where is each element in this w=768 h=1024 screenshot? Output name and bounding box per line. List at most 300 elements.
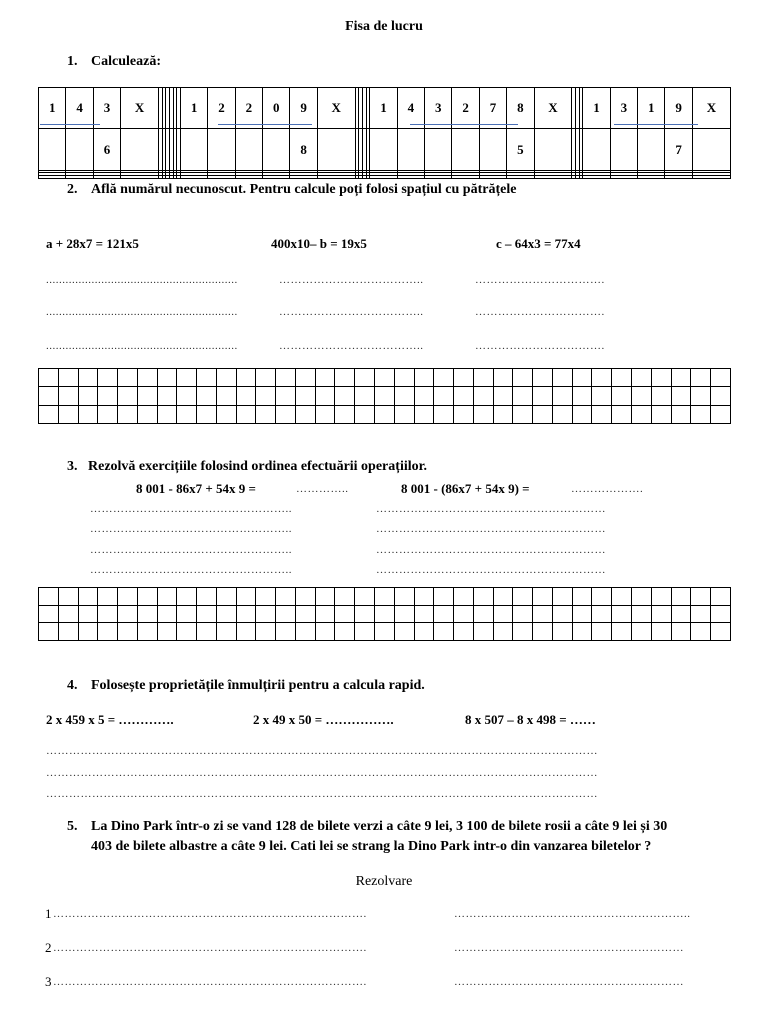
grid-cell xyxy=(651,387,671,405)
grid-cell xyxy=(691,588,711,606)
ex3-expression-2: 8 001 - (86x7 + 54x 9) = xyxy=(401,481,530,496)
grid-row xyxy=(39,623,731,641)
grid-cell xyxy=(276,605,296,623)
grid-cell xyxy=(665,176,692,179)
grid-cell xyxy=(513,605,533,623)
grid-cell xyxy=(610,176,637,179)
grid-cell xyxy=(572,623,592,641)
grid-cell xyxy=(425,176,452,179)
grid-cell xyxy=(177,369,197,387)
grid-cell xyxy=(671,369,691,387)
grid-cell: 5 xyxy=(507,129,534,170)
ex2-equation-c: c – 64x3 = 77x4 xyxy=(496,236,581,251)
grid-cell xyxy=(295,405,315,423)
grid-cell xyxy=(414,588,434,606)
grid-row xyxy=(39,129,731,170)
grid-cell xyxy=(375,605,395,623)
grid-cell xyxy=(397,176,424,179)
grid-cell: 1 xyxy=(583,88,610,129)
grid-cell xyxy=(216,623,236,641)
grid-cell xyxy=(118,405,138,423)
grid-cell xyxy=(295,605,315,623)
grid-cell xyxy=(335,605,355,623)
grid-cell xyxy=(394,387,414,405)
grid-cell xyxy=(513,387,533,405)
grid-cell xyxy=(375,623,395,641)
grid-cell xyxy=(118,605,138,623)
grid-cell xyxy=(256,369,276,387)
grid-cell xyxy=(157,605,177,623)
grid-cell xyxy=(39,405,59,423)
grid-cell xyxy=(236,405,256,423)
grid-cell xyxy=(370,129,397,170)
grid-cell xyxy=(197,623,217,641)
grid-cell xyxy=(533,405,553,423)
grid-cell: X xyxy=(121,88,159,129)
ex3-label: Rezolvă exercițiile folosind ordinea efectuării operațiilor. xyxy=(88,459,428,474)
grid-cell xyxy=(671,623,691,641)
grid-cell xyxy=(216,369,236,387)
grid-cell xyxy=(691,623,711,641)
grid-cell xyxy=(452,176,479,179)
grid-cell xyxy=(98,405,118,423)
grid-cell xyxy=(513,623,533,641)
grid-row xyxy=(39,387,731,405)
grid-cell xyxy=(612,588,632,606)
carry-underline-4 xyxy=(614,124,698,125)
grid-cell xyxy=(137,387,157,405)
grid-cell xyxy=(612,605,632,623)
ex3-square-grid xyxy=(38,587,731,641)
grid-cell xyxy=(394,405,414,423)
grid-cell xyxy=(39,129,66,170)
grid-cell xyxy=(355,387,375,405)
rezolvare-line-left: ………………………………………………………………………. xyxy=(53,976,367,988)
grid-cell xyxy=(78,405,98,423)
grid-cell xyxy=(98,588,118,606)
grid-cell xyxy=(414,623,434,641)
ex3-answer-line: …………………………………………….. xyxy=(90,523,292,535)
grid-cell xyxy=(414,405,434,423)
grid-cell xyxy=(651,623,671,641)
grid-cell xyxy=(631,588,651,606)
grid-cell xyxy=(473,405,493,423)
rezolvare-line-left: ………………………………………………………………………. xyxy=(53,908,367,920)
grid-cell: 6 xyxy=(93,129,120,170)
grid-row xyxy=(39,88,731,129)
grid-cell xyxy=(691,387,711,405)
grid-cell xyxy=(216,405,236,423)
ex2-answer-line: ……………………………….. xyxy=(279,340,424,352)
grid-cell xyxy=(572,588,592,606)
grid-cell xyxy=(177,623,197,641)
grid-cell xyxy=(263,129,290,170)
ex3-answer-line: …………………………………………………… xyxy=(376,544,606,556)
grid-cell xyxy=(58,369,78,387)
ex3-answer-line: …………………………………………………… xyxy=(376,503,606,515)
grid-cell xyxy=(180,129,207,170)
grid-cell xyxy=(256,623,276,641)
grid-cell xyxy=(355,605,375,623)
grid-cell xyxy=(177,588,197,606)
rezolvare-line-right: …………………………………………………… xyxy=(454,942,684,954)
grid-cell xyxy=(335,405,355,423)
ex1-label: Calculează: xyxy=(91,54,161,69)
grid-cell xyxy=(493,605,513,623)
ex2-answer-line: ……………………………. xyxy=(475,306,605,318)
grid-cell xyxy=(434,605,454,623)
grid-cell xyxy=(295,369,315,387)
grid-cell xyxy=(335,369,355,387)
grid-cell xyxy=(452,129,479,170)
ex3-answer-line: …………………………………………………… xyxy=(376,564,606,576)
grid-cell xyxy=(631,605,651,623)
grid-cell xyxy=(692,176,730,179)
ex3-answer-line: …………………………………………………… xyxy=(376,523,606,535)
grid-cell xyxy=(39,605,59,623)
grid-cell xyxy=(315,605,335,623)
grid-cell xyxy=(552,588,572,606)
grid-cell xyxy=(197,605,217,623)
grid-cell xyxy=(78,387,98,405)
grid-cell xyxy=(58,387,78,405)
grid-cell xyxy=(355,623,375,641)
grid-cell xyxy=(473,588,493,606)
rezolvare-row-number: 1 xyxy=(45,906,52,921)
grid-cell xyxy=(394,369,414,387)
grid-cell: 3 xyxy=(610,88,637,129)
grid-cell xyxy=(651,588,671,606)
grid-cell xyxy=(394,588,414,606)
grid-cell xyxy=(425,129,452,170)
grid-cell xyxy=(335,387,355,405)
grid-cell xyxy=(552,387,572,405)
grid-cell xyxy=(513,369,533,387)
grid-cell xyxy=(276,369,296,387)
grid-cell xyxy=(612,405,632,423)
ex5-problem-line-2: 403 de bilete albastre a câte 9 lei. Cati lei se strang la Dino Park intr-o din vanzarea biletelor ? xyxy=(91,839,652,854)
grid-cell xyxy=(397,129,424,170)
grid-cell xyxy=(39,623,59,641)
grid-cell xyxy=(533,387,553,405)
grid-cell xyxy=(290,176,317,179)
grid-cell xyxy=(533,605,553,623)
grid-cell xyxy=(137,605,157,623)
grid-cell xyxy=(236,387,256,405)
ex4-expression-3: 8 x 507 – 8 x 498 = …… xyxy=(465,712,596,727)
grid-cell xyxy=(118,387,138,405)
grid-cell xyxy=(583,176,610,179)
grid-cell xyxy=(335,623,355,641)
grid-cell: 1 xyxy=(638,88,665,129)
grid-cell: 4 xyxy=(66,88,93,129)
grid-cell xyxy=(534,129,572,170)
grid-row xyxy=(39,405,731,423)
grid-cell xyxy=(197,387,217,405)
grid-cell xyxy=(651,405,671,423)
grid-cell: 3 xyxy=(93,88,120,129)
grid-cell xyxy=(473,369,493,387)
grid-cell xyxy=(370,176,397,179)
grid-cell: 2 xyxy=(235,88,262,129)
grid-cell xyxy=(711,588,731,606)
grid-cell xyxy=(236,588,256,606)
grid-cell xyxy=(58,405,78,423)
grid-cell xyxy=(671,605,691,623)
grid-cell xyxy=(177,387,197,405)
ex2-label: Află numărul necunoscut. Pentru calcule poți folosi spațiul cu pătrățele xyxy=(91,182,517,197)
grid-cell xyxy=(315,405,335,423)
grid-cell xyxy=(39,588,59,606)
grid-cell xyxy=(473,605,493,623)
grid-cell xyxy=(256,405,276,423)
grid-cell xyxy=(533,623,553,641)
grid-cell xyxy=(208,129,235,170)
grid-cell xyxy=(533,588,553,606)
grid-cell xyxy=(315,387,335,405)
grid-cell xyxy=(394,623,414,641)
grid-row xyxy=(39,588,731,606)
grid-cell xyxy=(513,588,533,606)
grid-cell xyxy=(177,405,197,423)
grid-cell xyxy=(137,623,157,641)
grid-cell xyxy=(177,605,197,623)
grid-cell xyxy=(93,176,120,179)
grid-cell: 7 xyxy=(665,129,692,170)
rezolvare-line-right: …………………………………………………… xyxy=(454,976,684,988)
grid-cell xyxy=(355,405,375,423)
grid-cell xyxy=(197,405,217,423)
grid-cell xyxy=(454,588,474,606)
grid-cell xyxy=(583,129,610,170)
grid-cell xyxy=(572,369,592,387)
ex1-grid xyxy=(38,87,731,179)
grid-cell xyxy=(493,369,513,387)
grid-cell xyxy=(78,369,98,387)
grid-cell xyxy=(98,623,118,641)
grid-cell xyxy=(197,369,217,387)
grid-cell xyxy=(671,387,691,405)
grid-cell: 7 xyxy=(479,88,506,129)
grid-cell: X xyxy=(317,88,355,129)
grid-cell xyxy=(479,176,506,179)
grid-cell xyxy=(572,405,592,423)
grid-cell xyxy=(473,623,493,641)
grid-cell xyxy=(78,623,98,641)
rezolvare-row-number: 3 xyxy=(45,974,52,989)
ex4-expression-1: 2 x 459 x 5 = …………. xyxy=(46,712,174,727)
grid-cell xyxy=(552,623,572,641)
page-title: Fisa de lucru xyxy=(345,19,423,34)
grid-cell xyxy=(317,129,355,170)
grid-cell xyxy=(39,387,59,405)
grid-cell xyxy=(631,405,651,423)
rezolvare-heading: Rezolvare xyxy=(355,874,413,889)
grid-cell xyxy=(454,623,474,641)
grid-cell xyxy=(118,623,138,641)
ex3-number: 3. xyxy=(67,459,78,474)
grid-cell xyxy=(638,176,665,179)
grid-cell xyxy=(454,369,474,387)
grid-cell: 9 xyxy=(290,88,317,129)
ex4-expression-2: 2 x 49 x 50 = ……………. xyxy=(253,712,394,727)
grid-cell xyxy=(295,623,315,641)
grid-cell xyxy=(711,369,731,387)
grid-cell xyxy=(118,588,138,606)
grid-cell: 2 xyxy=(452,88,479,129)
grid-cell xyxy=(98,605,118,623)
grid-cell xyxy=(572,387,592,405)
grid-cell xyxy=(157,369,177,387)
grid-cell xyxy=(98,369,118,387)
grid-row xyxy=(39,605,731,623)
grid-cell xyxy=(375,369,395,387)
ex4-label: Folosește proprietățile înmulțirii pentru a calcula rapid. xyxy=(91,678,425,693)
grid-cell xyxy=(66,129,93,170)
grid-cell xyxy=(39,369,59,387)
ex2-answer-line: ........................................................... xyxy=(46,340,238,352)
grid-cell xyxy=(276,623,296,641)
carry-underline-2 xyxy=(218,124,312,125)
grid-cell xyxy=(394,605,414,623)
grid-cell xyxy=(434,405,454,423)
ex2-equation-b: 400x10– b = 19x5 xyxy=(271,236,367,251)
grid-cell xyxy=(454,605,474,623)
grid-cell xyxy=(592,369,612,387)
grid-cell xyxy=(137,588,157,606)
grid-cell xyxy=(295,387,315,405)
ex2-equation-a: a + 28x7 = 121x5 xyxy=(46,236,139,251)
grid-cell xyxy=(572,605,592,623)
grid-cell xyxy=(711,623,731,641)
ex3-answer-line: …………………………………………….. xyxy=(90,503,292,515)
grid-cell xyxy=(66,176,93,179)
grid-cell xyxy=(236,605,256,623)
grid-cell xyxy=(552,405,572,423)
grid-cell xyxy=(157,623,177,641)
grid-cell xyxy=(414,387,434,405)
grid-cell: 2 xyxy=(208,88,235,129)
grid-cell xyxy=(493,405,513,423)
grid-cell xyxy=(592,623,612,641)
grid-cell xyxy=(197,588,217,606)
grid-cell xyxy=(493,588,513,606)
grid-cell xyxy=(638,129,665,170)
ex1-number: 1. xyxy=(67,54,78,69)
grid-cell xyxy=(592,405,612,423)
grid-cell xyxy=(256,588,276,606)
grid-cell: 3 xyxy=(425,88,452,129)
grid-cell xyxy=(414,369,434,387)
grid-cell xyxy=(375,588,395,606)
grid-cell xyxy=(533,369,553,387)
grid-cell xyxy=(473,387,493,405)
grid-cell xyxy=(208,176,235,179)
grid-cell xyxy=(235,176,262,179)
grid-cell: X xyxy=(692,88,730,129)
grid-cell xyxy=(691,605,711,623)
grid-cell xyxy=(375,387,395,405)
grid-cell xyxy=(671,405,691,423)
grid-cell xyxy=(534,176,572,179)
grid-cell: 8 xyxy=(507,88,534,129)
rezolvare-line-left: ………………………………………………………………………. xyxy=(53,942,367,954)
ex2-answer-line: ……………………………….. xyxy=(279,306,424,318)
ex2-square-grid xyxy=(38,368,731,424)
grid-cell xyxy=(236,369,256,387)
ex4-answer-line: ……………………………………………………………………………………………………………………………… xyxy=(46,767,598,779)
grid-cell xyxy=(137,405,157,423)
grid-cell xyxy=(691,405,711,423)
grid-cell xyxy=(355,369,375,387)
grid-cell xyxy=(216,588,236,606)
grid-cell xyxy=(58,605,78,623)
grid-cell xyxy=(612,623,632,641)
grid-cell: 4 xyxy=(397,88,424,129)
grid-cell xyxy=(454,387,474,405)
grid-cell: 9 xyxy=(665,88,692,129)
grid-cell xyxy=(493,623,513,641)
grid-cell xyxy=(216,605,236,623)
grid-row xyxy=(39,176,731,179)
grid-cell xyxy=(317,176,355,179)
grid-cell xyxy=(315,623,335,641)
rezolvare-row-number: 2 xyxy=(45,940,52,955)
rezolvare-line-right: …………………………………………………….. xyxy=(454,908,691,920)
grid-cell: 1 xyxy=(180,88,207,129)
grid-cell xyxy=(592,588,612,606)
grid-cell xyxy=(295,588,315,606)
ex2-number: 2. xyxy=(67,182,78,197)
grid-cell xyxy=(118,369,138,387)
ex2-answer-line: ……………………………….. xyxy=(279,274,424,286)
ex3-answer-line: …………………………………………….. xyxy=(90,564,292,576)
grid-cell xyxy=(507,176,534,179)
grid-cell xyxy=(631,369,651,387)
grid-cell: X xyxy=(534,88,572,129)
grid-cell xyxy=(276,405,296,423)
grid-cell xyxy=(157,387,177,405)
grid-cell xyxy=(691,369,711,387)
grid-cell xyxy=(315,369,335,387)
grid-cell xyxy=(493,387,513,405)
grid-cell xyxy=(78,588,98,606)
ex3-expression-1-dots: ………….. xyxy=(296,483,349,495)
grid-cell xyxy=(692,129,730,170)
grid-cell xyxy=(216,387,236,405)
ex2-answer-line: ........................................................... xyxy=(46,306,238,318)
ex4-answer-line: ……………………………………………………………………………………………………………………………… xyxy=(46,788,598,800)
grid-cell xyxy=(157,588,177,606)
grid-cell xyxy=(276,588,296,606)
grid-cell xyxy=(121,176,159,179)
grid-cell xyxy=(157,405,177,423)
grid-cell xyxy=(552,369,572,387)
grid-cell xyxy=(671,588,691,606)
grid-cell xyxy=(58,588,78,606)
grid-cell xyxy=(711,605,731,623)
grid-cell: 0 xyxy=(263,88,290,129)
ex3-answer-line: …………………………………………….. xyxy=(90,544,292,556)
grid-cell xyxy=(236,623,256,641)
grid-cell xyxy=(276,387,296,405)
ex2-answer-line: ……………………………. xyxy=(475,274,605,286)
grid-cell xyxy=(454,405,474,423)
grid-cell xyxy=(256,605,276,623)
grid-cell xyxy=(552,605,572,623)
grid-cell xyxy=(58,623,78,641)
grid-cell xyxy=(711,405,731,423)
